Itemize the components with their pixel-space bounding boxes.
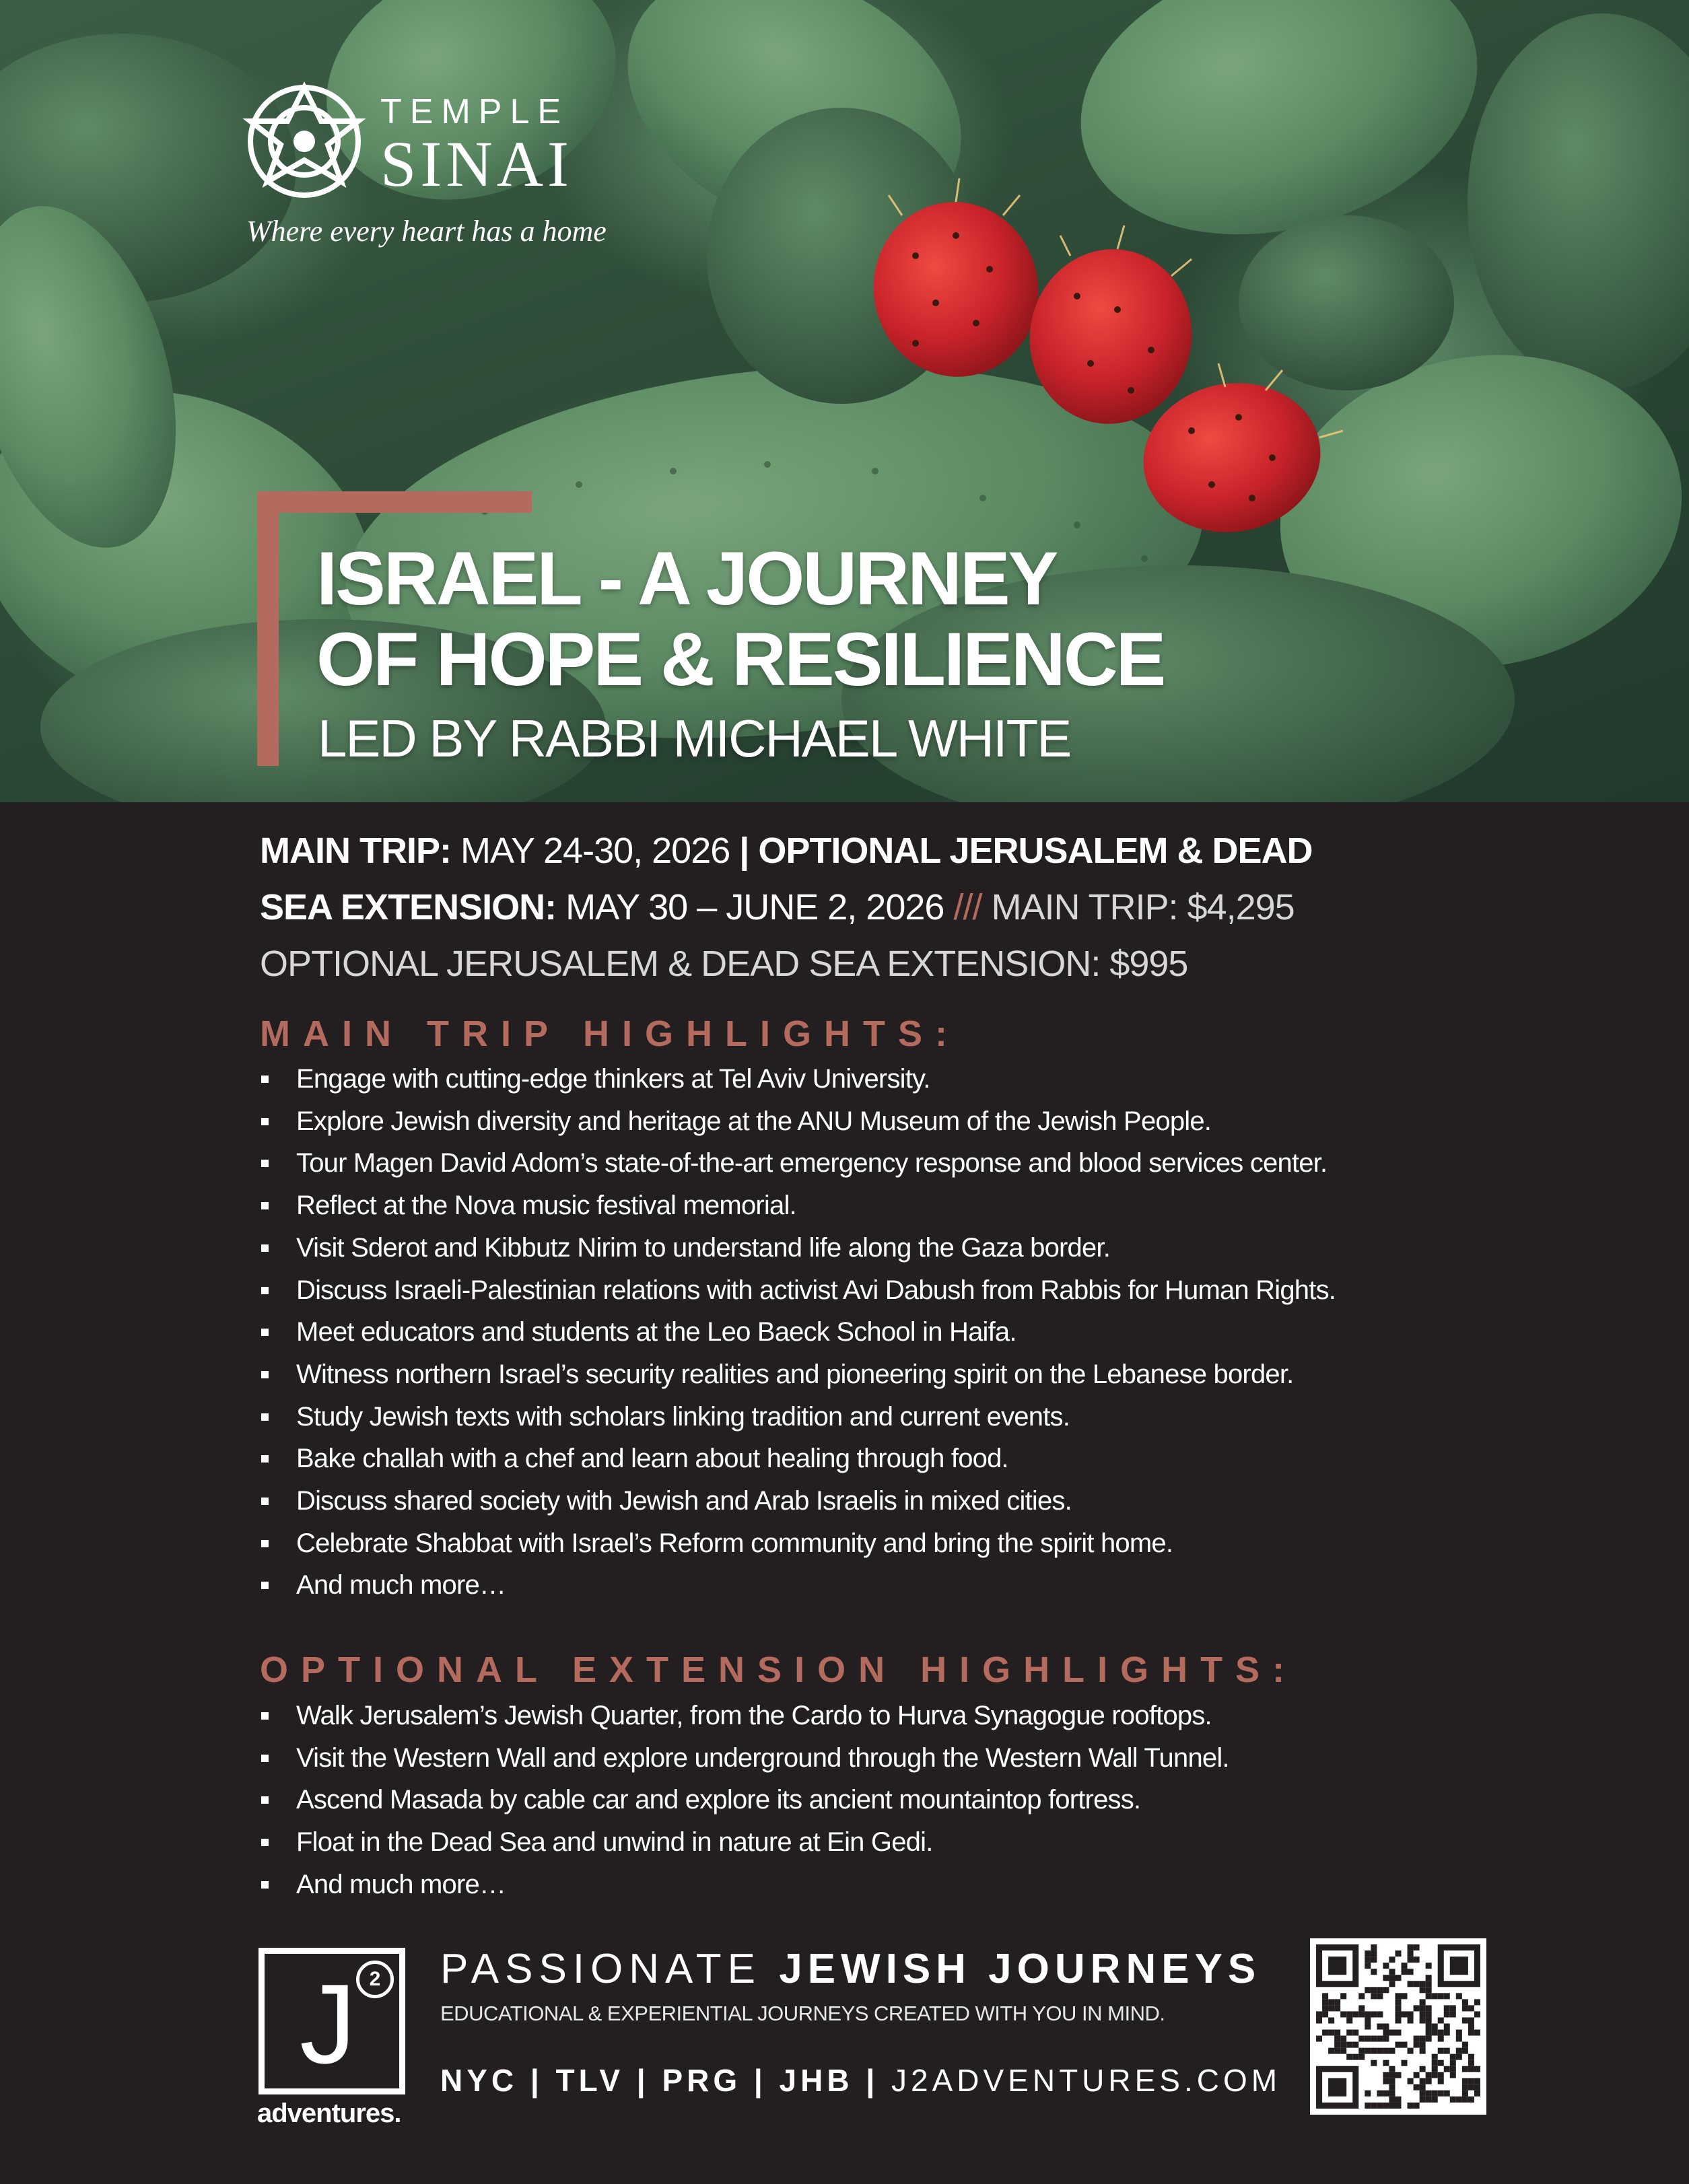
hero-banner	[0, 0, 1689, 802]
list-item: Tour Magen David Adom’s state-of-the-art emergency response and blood services center.	[260, 1142, 1579, 1185]
list-item: And much more…	[260, 1564, 1579, 1607]
main-highlights-heading: MAIN TRIP HIGHLIGHTS:	[260, 1014, 960, 1054]
temple-sinai-logo-icon	[237, 81, 372, 202]
list-item: And much more…	[260, 1864, 1579, 1906]
title-line-1: ISRAEL - A JOURNEY	[316, 536, 1057, 621]
list-item: Reflect at the Nova music festival memorial.	[260, 1185, 1579, 1227]
title-line-2: OF HOPE & RESILIENCE	[316, 617, 1165, 701]
logo-sinai-text: SINAI	[380, 128, 573, 200]
logo-tagline: Where every heart has a home	[246, 215, 607, 248]
list-item: Visit the Western Wall and explore underground through the Western Wall Tunnel.	[260, 1737, 1579, 1780]
qr-code-icon[interactable]	[1310, 1938, 1486, 2115]
list-item: Explore Jewish diversity and heritage at the ANU Museum of the Jewish People.	[260, 1100, 1579, 1143]
main-trip-dates: MAY 24-30, 2026	[460, 831, 730, 871]
title-accent-bar-top	[257, 491, 532, 513]
extension-highlights-list	[260, 1695, 1579, 1906]
list-item: Ascend Masada by cable car and explore its ancient mountaintop fortress.	[260, 1779, 1579, 1821]
list-item: Discuss Israeli-Palestinian relations with activist Avi Dabush from Rabbis for Human Rights.	[260, 1269, 1579, 1312]
footer-cities: NYC | TLV | PRG | JHB |	[440, 2063, 879, 2098]
details-divider: |	[739, 831, 749, 871]
footer-description: EDUCATIONAL & EXPERIENTIAL JOURNEYS CREATED WITH YOU IN MIND.	[440, 2002, 1165, 2025]
list-item: Visit Sderot and Kibbutz Nirim to understand life along the Gaza border.	[260, 1227, 1579, 1269]
list-item: Study Jewish texts with scholars linking tradition and current events.	[260, 1396, 1579, 1438]
footer-website-link[interactable]: J2ADVENTURES.COM	[891, 2063, 1282, 2098]
j2-adventures-logo-icon	[258, 1948, 405, 2094]
page-subtitle: LED BY RABBI MICHAEL WHITE	[318, 709, 1071, 768]
details-line-1	[260, 822, 1539, 879]
main-trip-price: MAIN TRIP: $4,295	[991, 887, 1295, 927]
list-item: Witness northern Israel’s security realities and pioneering spirit on the Lebanese border.	[260, 1353, 1579, 1396]
footer-tagline-light: PASSIONATE	[440, 1946, 762, 1992]
extension-label-2: SEA EXTENSION:	[260, 887, 557, 927]
list-item: Discuss shared society with Jewish and Arab Israelis in mixed cities.	[260, 1480, 1579, 1522]
list-item: Float in the Dead Sea and unwind in nature at Ein Gedi.	[260, 1821, 1579, 1864]
logo-wordmark	[380, 92, 573, 200]
footer-tagline-bold: JEWISH JOURNEYS	[779, 1946, 1262, 1992]
title-accent-bar	[257, 491, 279, 766]
trip-details	[260, 822, 1539, 992]
j2-letter: J	[300, 1961, 356, 2087]
footer-contact	[440, 2062, 1281, 2099]
extension-label-1: OPTIONAL JERUSALEM & DEAD	[758, 831, 1313, 871]
page-title	[316, 538, 1164, 700]
details-slashes: ///	[953, 887, 982, 927]
list-item: Bake challah with a chef and learn about healing through food.	[260, 1438, 1579, 1480]
main-highlights-list	[260, 1058, 1579, 1607]
list-item: Walk Jerusalem’s Jewish Quarter, from the Cardo to Hurva Synagogue rooftops.	[260, 1695, 1579, 1737]
list-item: Celebrate Shabbat with Israel’s Reform community and bring the spirit home.	[260, 1522, 1579, 1565]
extension-highlights-heading: OPTIONAL EXTENSION HIGHLIGHTS:	[260, 1650, 1298, 1690]
footer-tagline	[440, 1945, 1261, 1993]
list-item: Meet educators and students at the Leo Baeck School in Haifa.	[260, 1311, 1579, 1353]
logo-temple-text: TEMPLE	[380, 92, 570, 131]
details-line-2	[260, 879, 1539, 936]
main-trip-label: MAIN TRIP:	[260, 831, 451, 871]
extension-price: OPTIONAL JERUSALEM & DEAD SEA EXTENSION: $995	[260, 944, 1188, 984]
j2-superscript: 2	[356, 1961, 394, 1998]
extension-dates: MAY 30 – JUNE 2, 2026	[565, 887, 944, 927]
list-item: Engage with cutting-edge thinkers at Tel Aviv University.	[260, 1058, 1579, 1100]
j2-brand-name: adventures.	[257, 2099, 401, 2128]
